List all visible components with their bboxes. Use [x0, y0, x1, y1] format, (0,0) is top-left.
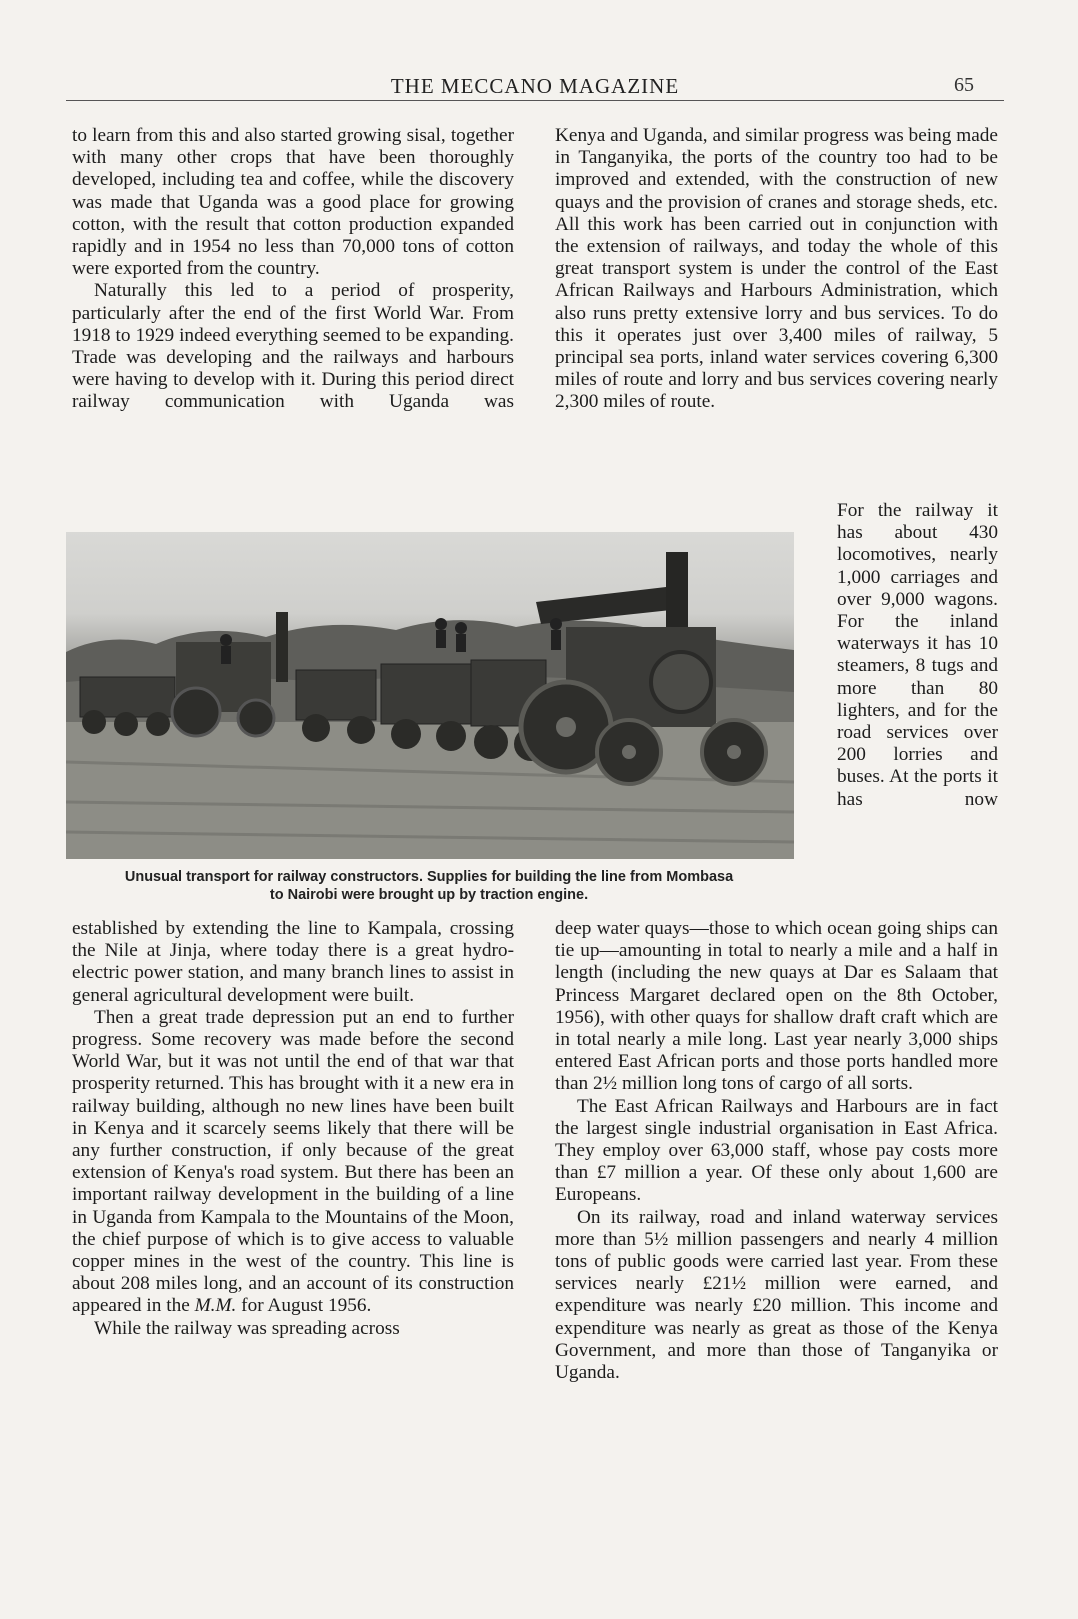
page-number: 65 — [954, 74, 974, 96]
paragraph-text: for August 1956. — [236, 1295, 372, 1317]
right-column-bottom — [555, 918, 998, 1384]
traction-engine-photo — [66, 532, 794, 859]
paragraph: While the railway was spreading across — [94, 1317, 400, 1339]
paragraph: to learn from this and also started growing sisal, together with many other crops that have been thoroughly developed, including tea and coffee, while the discovery was made that Uganda was a good place for growing cotton, with the result that cotton production expanded rapidly and in 1954 no less than 70,000 tons of cotton were exported from the country. — [72, 125, 514, 280]
paragraph — [72, 1007, 514, 1318]
paragraph: On its railway, road and inland waterway services more than 5½ million passengers and nearly 4 million tons of public goods were carried last year. From these services nearly £21½ million were earned, and expenditure was nearly £20 million. This income and expenditure was nearly as great as those of the Kenya Government, and more than those of Tanganyika or Uganda. — [555, 1206, 998, 1384]
right-narrow-column — [837, 500, 998, 811]
magazine-abbreviation: M.M. — [194, 1295, 237, 1317]
paragraph: established by extending the line to Kampala, crossing the Nile at Jinja, where today there is a great hydro-electric power station, and many branch lines to assist in general agricultural development were built. — [72, 918, 514, 1006]
paragraph: Kenya and Uganda, and similar progress was being made in Tanganyika, the ports of the country too had to be improved and extended, with the construction of new quays and the provision of cranes and storage sheds, etc. All this work has been carried out in conjunction with the extension of railways, and today the whole of this great transport system is under the control of the East African Railways and Harbours Administration, which also runs pretty extensive lorry and bus services. To do this it operates just over 3,400 miles of railway, 5 principal sea ports, inland water services covering 6,300 miles of route and lorry and bus services covering nearly 2,300 miles of route. — [555, 125, 998, 413]
paragraph: For the railway it has about 430 locomotives, nearly 1,000 carriages and over 9,000 wagons. For the inland waterways it has 10 steamers, 8 tugs and more than 80 lighters, and for the road services over 200 lorries and buses. At the ports it has now — [837, 500, 998, 810]
page-header — [66, 70, 1004, 101]
caption-line: Unusual transport for railway constructors. Supplies for building the line from Mombasa — [124, 869, 734, 885]
caption-line: to Nairobi were brought up by traction engine. — [269, 887, 589, 903]
paragraph: deep water quays—those to which ocean going ships can tie up—amounting in total to nearly a mile and a half in length (including the new quays at Dar es Salaam that Princess Margaret declared open on the 8th October, 1956), with other quays for shallow draft craft which are in total nearly a mile long. Last year nearly 3,000 ships entered East African ports and those ports handled more than 2½ million long tons of cargo of all sorts. — [555, 918, 998, 1095]
left-column-top — [72, 125, 514, 414]
paragraph: Naturally this led to a period of prosperity, particularly after the end of the first World War. From 1918 to 1929 indeed everything seemed to be expanding. Trade was developing and the railways and harbours were having to develop with it. During this period direct railway communication with Uganda was — [72, 280, 514, 413]
photo-caption — [58, 868, 800, 904]
paragraph-text: Then a great trade depression put an end to further progress. Some recovery was made before the second World War, but it was not until the end of that war that prosperity returned. This has brought with it a new era in railway building, although no new lines have been built in Kenya and it scarcely seems likely that there will be any further construction, if only because of the great extension of Kenya's road system. But there has been an important railway development in the building of a line in Uganda from Kampala to the Mountains of the Moon, the chief purpose of which is to give access to valuable copper mines in the west of the country. This line is about 208 miles long, and an account of its construction appeared in the — [72, 1006, 514, 1317]
paragraph: The East African Railways and Harbours are in fact the largest single industrial organisation in East Africa. They employ over 63,000 staff, whose pay costs more than £7 million a year. Of these only about 1,600 are Europeans. — [555, 1095, 998, 1206]
right-column-top — [555, 125, 998, 414]
photo-illustration — [66, 532, 794, 859]
left-column-bottom — [72, 918, 514, 1340]
magazine-title: THE MECCANO MAGAZINE — [390, 74, 680, 98]
